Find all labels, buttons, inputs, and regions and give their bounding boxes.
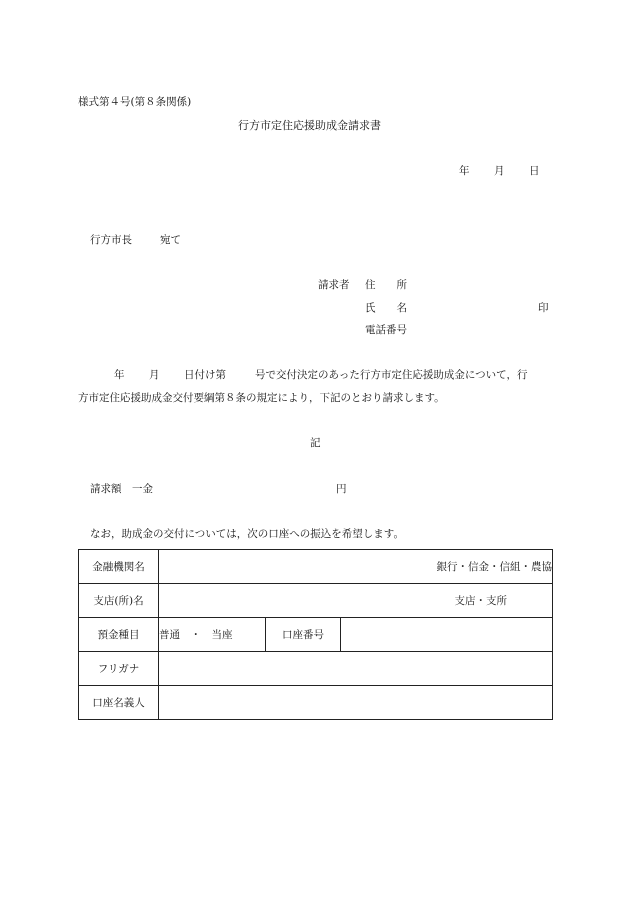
seal-mark: 印 [538,302,549,314]
deposit-type-label: 預金種目 [79,618,159,652]
form-number: 様式第４号(第８条関係) [78,96,192,108]
note-heading: 記 [310,437,321,449]
date-year: 年 [459,165,470,177]
bank-account-table [78,549,553,720]
furigana-label: フリガナ [79,652,159,686]
body-day: 日付け第 [184,369,226,381]
branch-name-label: 支店(所)名 [79,584,159,618]
body-year: 年 [114,369,125,381]
address-label: 住 所 [365,279,407,291]
account-number-label: 口座番号 [266,618,341,652]
claim-unit: 円 [336,483,347,495]
table-row [79,652,553,686]
body-month: 月 [149,369,160,381]
name-label: 氏 名 [365,302,407,314]
date-month: 月 [494,165,505,177]
table-row [79,550,553,584]
bank-name-field[interactable]: 銀行・信金・信組・農協 [159,550,553,584]
body-line2: 方市定住応援助成金交付要綱第８条の規定により，下記のとおり請求します。 [78,392,445,404]
table-row [79,686,553,720]
table-row [79,584,553,618]
branch-name-field[interactable]: 支店・支所 [159,584,553,618]
account-holder-field[interactable] [159,686,553,720]
date-day: 日 [529,165,540,177]
phone-label: 電話番号 [365,324,407,336]
bank-name-label: 金融機関名 [79,550,159,584]
body-line1-rest: 号で交付決定のあった行方市定住応援助成金について，行 [255,369,528,381]
document-title: 行方市定住応援助成金請求書 [238,119,381,132]
account-holder-label: 口座名義人 [79,686,159,720]
addressee-name: 行方市長 [90,234,132,246]
requester-label: 請求者 [318,279,350,291]
deposit-type-field[interactable]: 普通 ・ 当座 [159,618,266,652]
furigana-field[interactable] [159,652,553,686]
transfer-note: なお，助成金の交付については，次の口座への振込を希望します。 [90,528,404,540]
addressee-suffix: 宛て [160,234,181,246]
table-row [79,618,553,652]
account-number-field[interactable] [341,618,553,652]
claim-label: 請求額 一金 [90,483,153,495]
